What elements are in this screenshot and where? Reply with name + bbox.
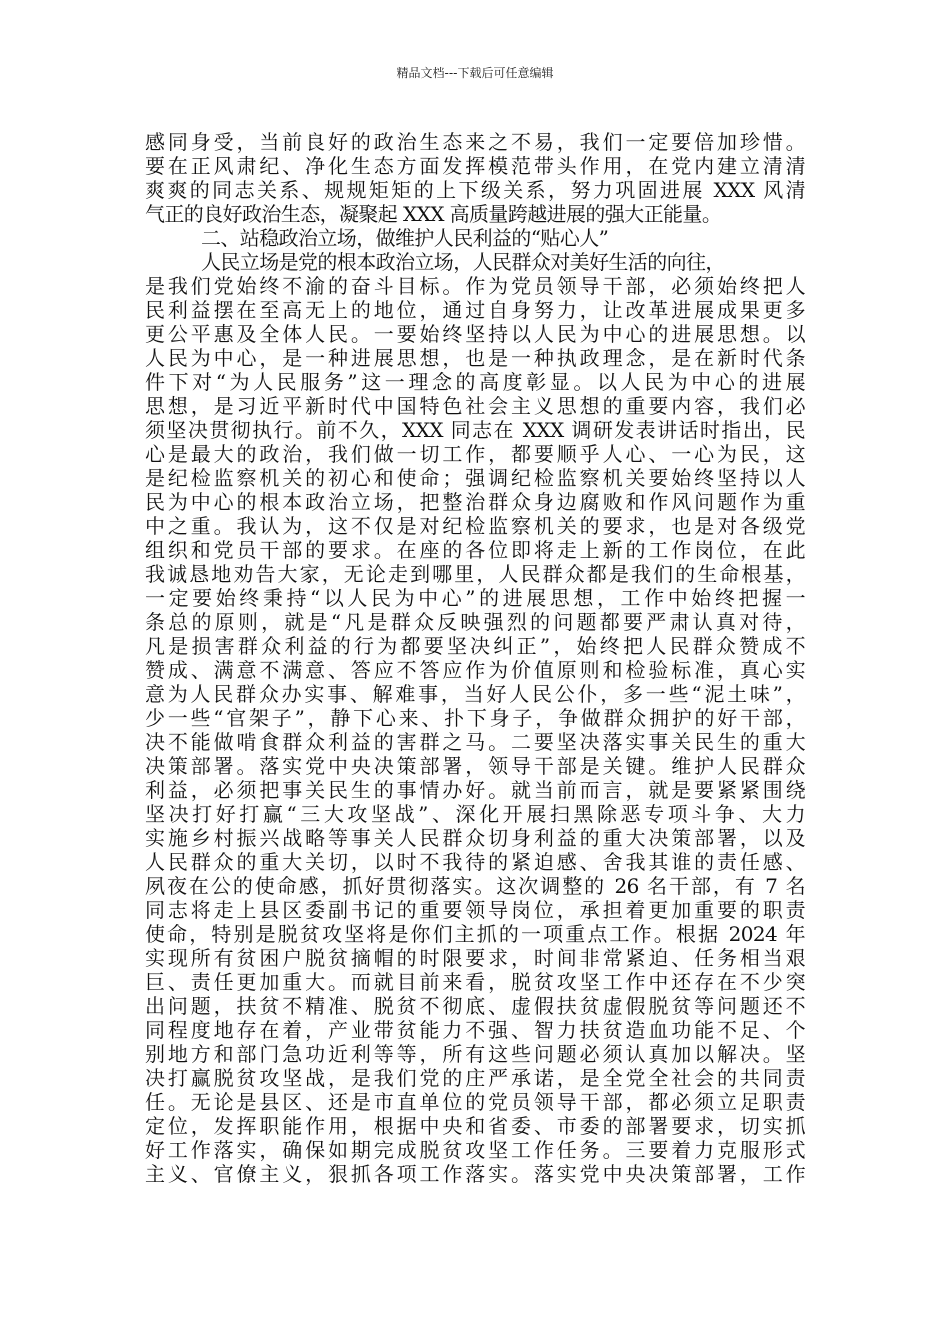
text-line: 任。无论是县区、还是市直单位的党员领导干部，都必须立足职责 bbox=[145, 1090, 805, 1114]
text-line: 人民立场是党的根本政治立场，人民群众对美好生活的向往， bbox=[201, 250, 725, 274]
text-line: 中之重。我认为，这不仅是对纪检监察机关的要求，也是对各级党 bbox=[145, 514, 805, 538]
text-line: 少一些“官架子”，静下心来、扑下身子，争做群众拥护的好干部， bbox=[145, 706, 805, 730]
text-line: 实现所有贫困户脱贫摘帽的时限要求，时间非常紧迫、任务相当艰 bbox=[145, 946, 805, 970]
text-line: 是我们党始终不渝的奋斗目标。作为党员领导干部，必须始终把人 bbox=[145, 274, 805, 298]
text-line: 民利益摆在至高无上的地位，通过自身努力，让改革进展成果更多 bbox=[145, 298, 805, 322]
text-line: 定位，发挥职能作用，根据中央和省委、市委的部署要求，切实抓 bbox=[145, 1114, 805, 1138]
page-header: 精品文档---下载后可任意编辑 bbox=[396, 66, 554, 80]
text-line: 要在正风肃纪、净化生态方面发挥模范带头作用，在党内建立清清 bbox=[145, 154, 805, 178]
text-line: 件下对“为人民服务”这一理念的高度彰显。以人民为中心的进展 bbox=[145, 370, 805, 394]
text-line: 决不能做啃食群众利益的害群之马。二要坚决落实事关民生的重大 bbox=[145, 730, 805, 754]
text-line: 决打赢脱贫攻坚战，是我们党的庄严承诺，是全党全社会的共同责 bbox=[145, 1066, 805, 1090]
text-line: 思想，是习近平新时代中国特色社会主义思想的重要内容，我们必 bbox=[145, 394, 805, 418]
text-line: 夙夜在公的使命感，抓好贯彻落实。这次调整的 26 名干部，有 7 名 bbox=[145, 874, 805, 898]
text-line: 同志将走上县区委副书记的重要领导岗位，承担着更加重要的职责 bbox=[145, 898, 805, 922]
text-line: 一定要始终秉持“以人民为中心”的进展思想，工作中始终把握一 bbox=[145, 586, 805, 610]
text-line: 决策部署。落实党中央决策部署，领导干部是关键。维护人民群众 bbox=[145, 754, 805, 778]
text-line: 气正的良好政治生态，凝聚起 XXX 高质量跨越进展的强大正能量。 bbox=[145, 202, 722, 226]
text-line: 凡是损害群众利益的行为都要坚决纠正”，始终把人民群众赞成不 bbox=[145, 634, 805, 658]
text-line: 条总的原则，就是“凡是群众反映强烈的问题都要严肃认真对待， bbox=[145, 610, 805, 634]
text-line: 我诚恳地劝告大家，无论走到哪里，人民群众都是我们的生命根基， bbox=[145, 562, 805, 586]
text-line: 出问题，扶贫不精准、脱贫不彻底、虚假扶贫虚假脱贫等问题还不 bbox=[145, 994, 805, 1018]
text-line: 赞成、满意不满意、答应不答应作为价值原则和检验标准，真心实 bbox=[145, 658, 805, 682]
text-line: 组织和党员干部的要求。在座的各位即将走上新的工作岗位，在此 bbox=[145, 538, 805, 562]
text-line: 心是最大的政治，我们做一切工作，都要顺乎人心、一心为民，这 bbox=[145, 442, 805, 466]
text-line: 别地方和部门急功近利等等，所有这些问题必须认真加以解决。坚 bbox=[145, 1042, 805, 1066]
text-line: 人民为中心，是一种进展思想，也是一种执政理念，是在新时代条 bbox=[145, 346, 805, 370]
text-line: 坚决打好打赢“三大攻坚战”、深化开展扫黑除恶专项斗争、大力 bbox=[145, 802, 805, 826]
text-line: 意为人民群众办实事、解难事，当好人民公仆，多一些“泥土味”， bbox=[145, 682, 805, 706]
text-line: 更公平惠及全体人民。一要始终坚持以人民为中心的进展思想。以 bbox=[145, 322, 805, 346]
text-line: 实施乡村振兴战略等事关人民群众切身利益的重大决策部署，以及 bbox=[145, 826, 805, 850]
text-line: 使命，特别是脱贫攻坚将是你们主抓的一项重点工作。根据 2024 年 bbox=[145, 922, 805, 946]
text-line: 同程度地存在着，产业带贫能力不强、智力扶贫造血功能不足、个 bbox=[145, 1018, 805, 1042]
text-line: 人民群众的重大关切，以时不我待的紧迫感、舍我其谁的责任感、 bbox=[145, 850, 805, 874]
text-line: 好工作落实，确保如期完成脱贫攻坚工作任务。三要着力克服形式 bbox=[145, 1138, 805, 1162]
document-body bbox=[145, 130, 805, 1186]
text-line: 民为中心的根本政治立场，把整治群众身边腐败和作风问题作为重 bbox=[145, 490, 805, 514]
text-line: 是纪检监察机关的初心和使命；强调纪检监察机关要始终坚持以人 bbox=[145, 466, 805, 490]
section-heading: 二、站稳政治立场，做维护人民利益的“贴心人” bbox=[201, 226, 609, 250]
text-line: 感同身受，当前良好的政治生态来之不易，我们一定要倍加珍惜。 bbox=[145, 130, 805, 154]
text-line: 巨、责任更加重大。而就目前来看，脱贫攻坚工作中还存在不少突 bbox=[145, 970, 805, 994]
text-line: 爽爽的同志关系、规规矩矩的上下级关系，努力巩固进展 XXX 风清 bbox=[145, 178, 805, 202]
text-line: 主义、官僚主义，狠抓各项工作落实。落实党中央决策部署，工作 bbox=[145, 1162, 805, 1186]
text-line: 利益，必须把事关民生的事情办好。就当前而言，就是要紧紧围绕 bbox=[145, 778, 805, 802]
text-line: 须坚决贯彻执行。前不久，XXX 同志在 XXX 调研发表讲话时指出，民 bbox=[145, 418, 805, 442]
